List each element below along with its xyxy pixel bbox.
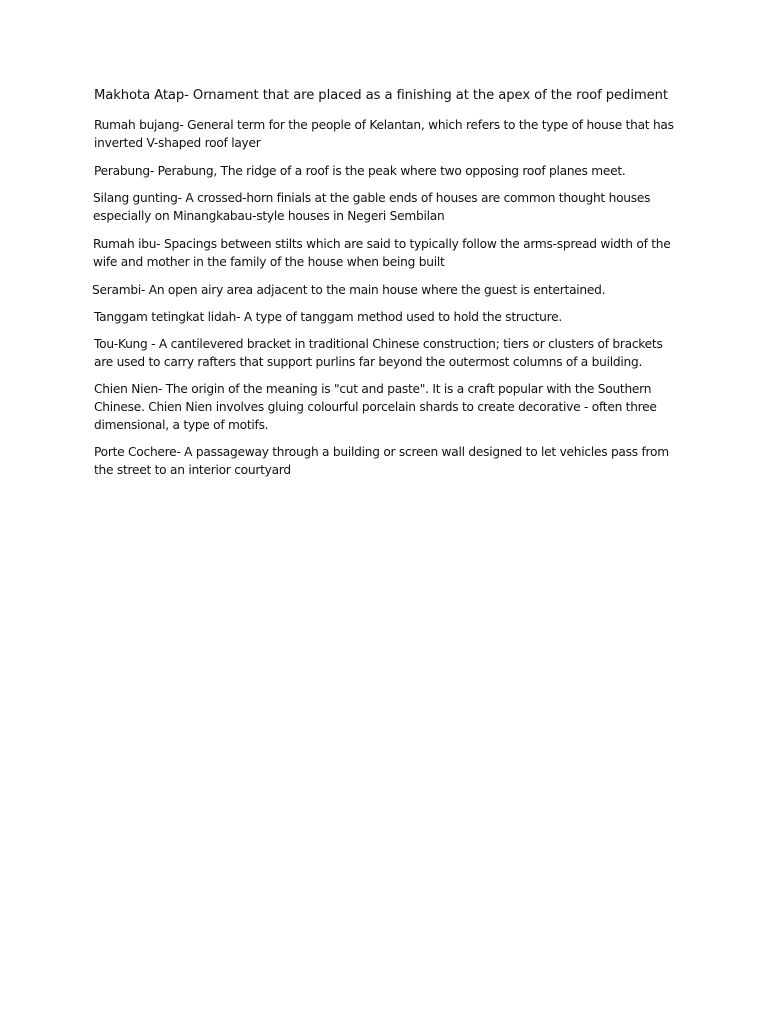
glossary-entry-rumah-bujang: Rumah bujang- General term for the people of Kelantan, which refers to the type of house that has inverted V-shaped roof layer: [94, 118, 674, 150]
glossary-entry-makhota-atap: Makhota Atap- Ornament that are placed as a finishing at the apex of the roof pediment: [94, 88, 668, 103]
glossary-entry-porte-cochere: Porte Cochere- A passageway through a building or screen wall designed to let vehicles pass from the street to an interior courtyard: [94, 445, 669, 477]
glossary-entry-rumah-ibu: Rumah ibu- Spacings between stilts which are said to typically follow the arms-spread width of the wife and mother in the family of the house when being built: [93, 237, 671, 269]
glossary-entry-tanggam-tetingkat-lidah: Tanggam tetingkat lidah- A type of tanggam method used to hold the structure.: [94, 310, 562, 324]
glossary-entry-chien-nien: Chien Nien- The origin of the meaning is "cut and paste". It is a craft popular with the Southern Chinese. Chien Nien involves gluing colourful porcelain shards to create decorative - often three dimensional, a type of motifs.: [94, 382, 657, 432]
glossary-entry-serambi: Serambi- An open airy area adjacent to the main house where the guest is entertained.: [92, 283, 606, 297]
glossary-entry-silang-gunting: Silang gunting- A crossed-horn finials at the gable ends of houses are common thought houses especially on Minangkabau-style houses in Negeri Sembilan: [93, 191, 651, 223]
glossary-entry-tou-kung: Tou-Kung - A cantilevered bracket in traditional Chinese construction; tiers or clusters of brackets are used to carry rafters that support purlins far beyond the outermost columns of a building.: [94, 337, 663, 369]
glossary-entry-perabung: Perabung- Perabung, The ridge of a roof is the peak where two opposing roof planes meet.: [94, 164, 626, 178]
